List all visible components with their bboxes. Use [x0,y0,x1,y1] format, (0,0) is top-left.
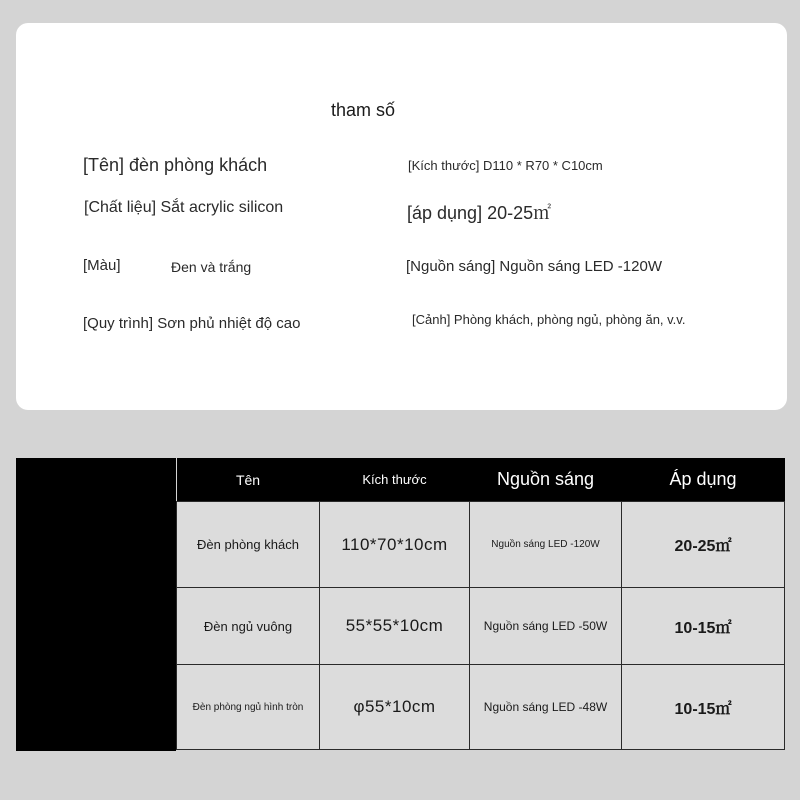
param-scene: [Cảnh] Phòng khách, phòng ngủ, phòng ăn, v.v. [412,312,686,327]
table-row [177,665,785,750]
row-light-source: Nguồn sáng LED -48W [470,665,622,750]
table-row [177,588,785,665]
table-header-row [177,458,785,502]
row-size: φ55*10cm [320,665,470,750]
header-apply: Áp dụng [622,458,785,502]
header-size: Kích thước [320,458,470,502]
row-size: 110*70*10cm [320,502,470,588]
row-light-source: Nguồn sáng LED -120W [470,502,622,588]
row-light-source: Nguồn sáng LED -50W [470,588,622,665]
row-name: Đèn phòng khách [177,502,320,588]
spec-table [176,458,785,750]
header-light-source: Nguồn sáng [470,458,622,502]
param-process: [Quy trình] Sơn phủ nhiệt độ cao [83,315,301,332]
param-material: [Chất liệu] Sắt acrylic silicon [84,199,284,216]
row-apply: 10-15㎡ [622,665,785,750]
row-size: 55*55*10cm [320,588,470,665]
param-light-source: [Nguồn sáng] Nguồn sáng LED -120W [406,258,662,275]
row-apply: 20-25㎡ [622,502,785,588]
row-name: Đèn ngủ vuông [177,588,320,665]
parameter-card-title: tham số [331,100,396,120]
header-name: Tên [177,458,320,502]
param-color-value: Đen và trắng [171,259,252,275]
product-image-placeholder [16,458,176,751]
param-name: [Tên] đèn phòng khách [83,155,268,175]
param-size: [Kích thước] D110 * R70 * C10cm [408,158,603,173]
table-row [177,502,785,588]
parameter-card [16,23,787,410]
row-apply: 10-15㎡ [622,588,785,665]
param-apply: [áp dụng] 20-25㎡ [407,203,552,223]
param-color-label: [Màu] [83,257,121,274]
row-name: Đèn phòng ngủ hình tròn [177,665,320,750]
